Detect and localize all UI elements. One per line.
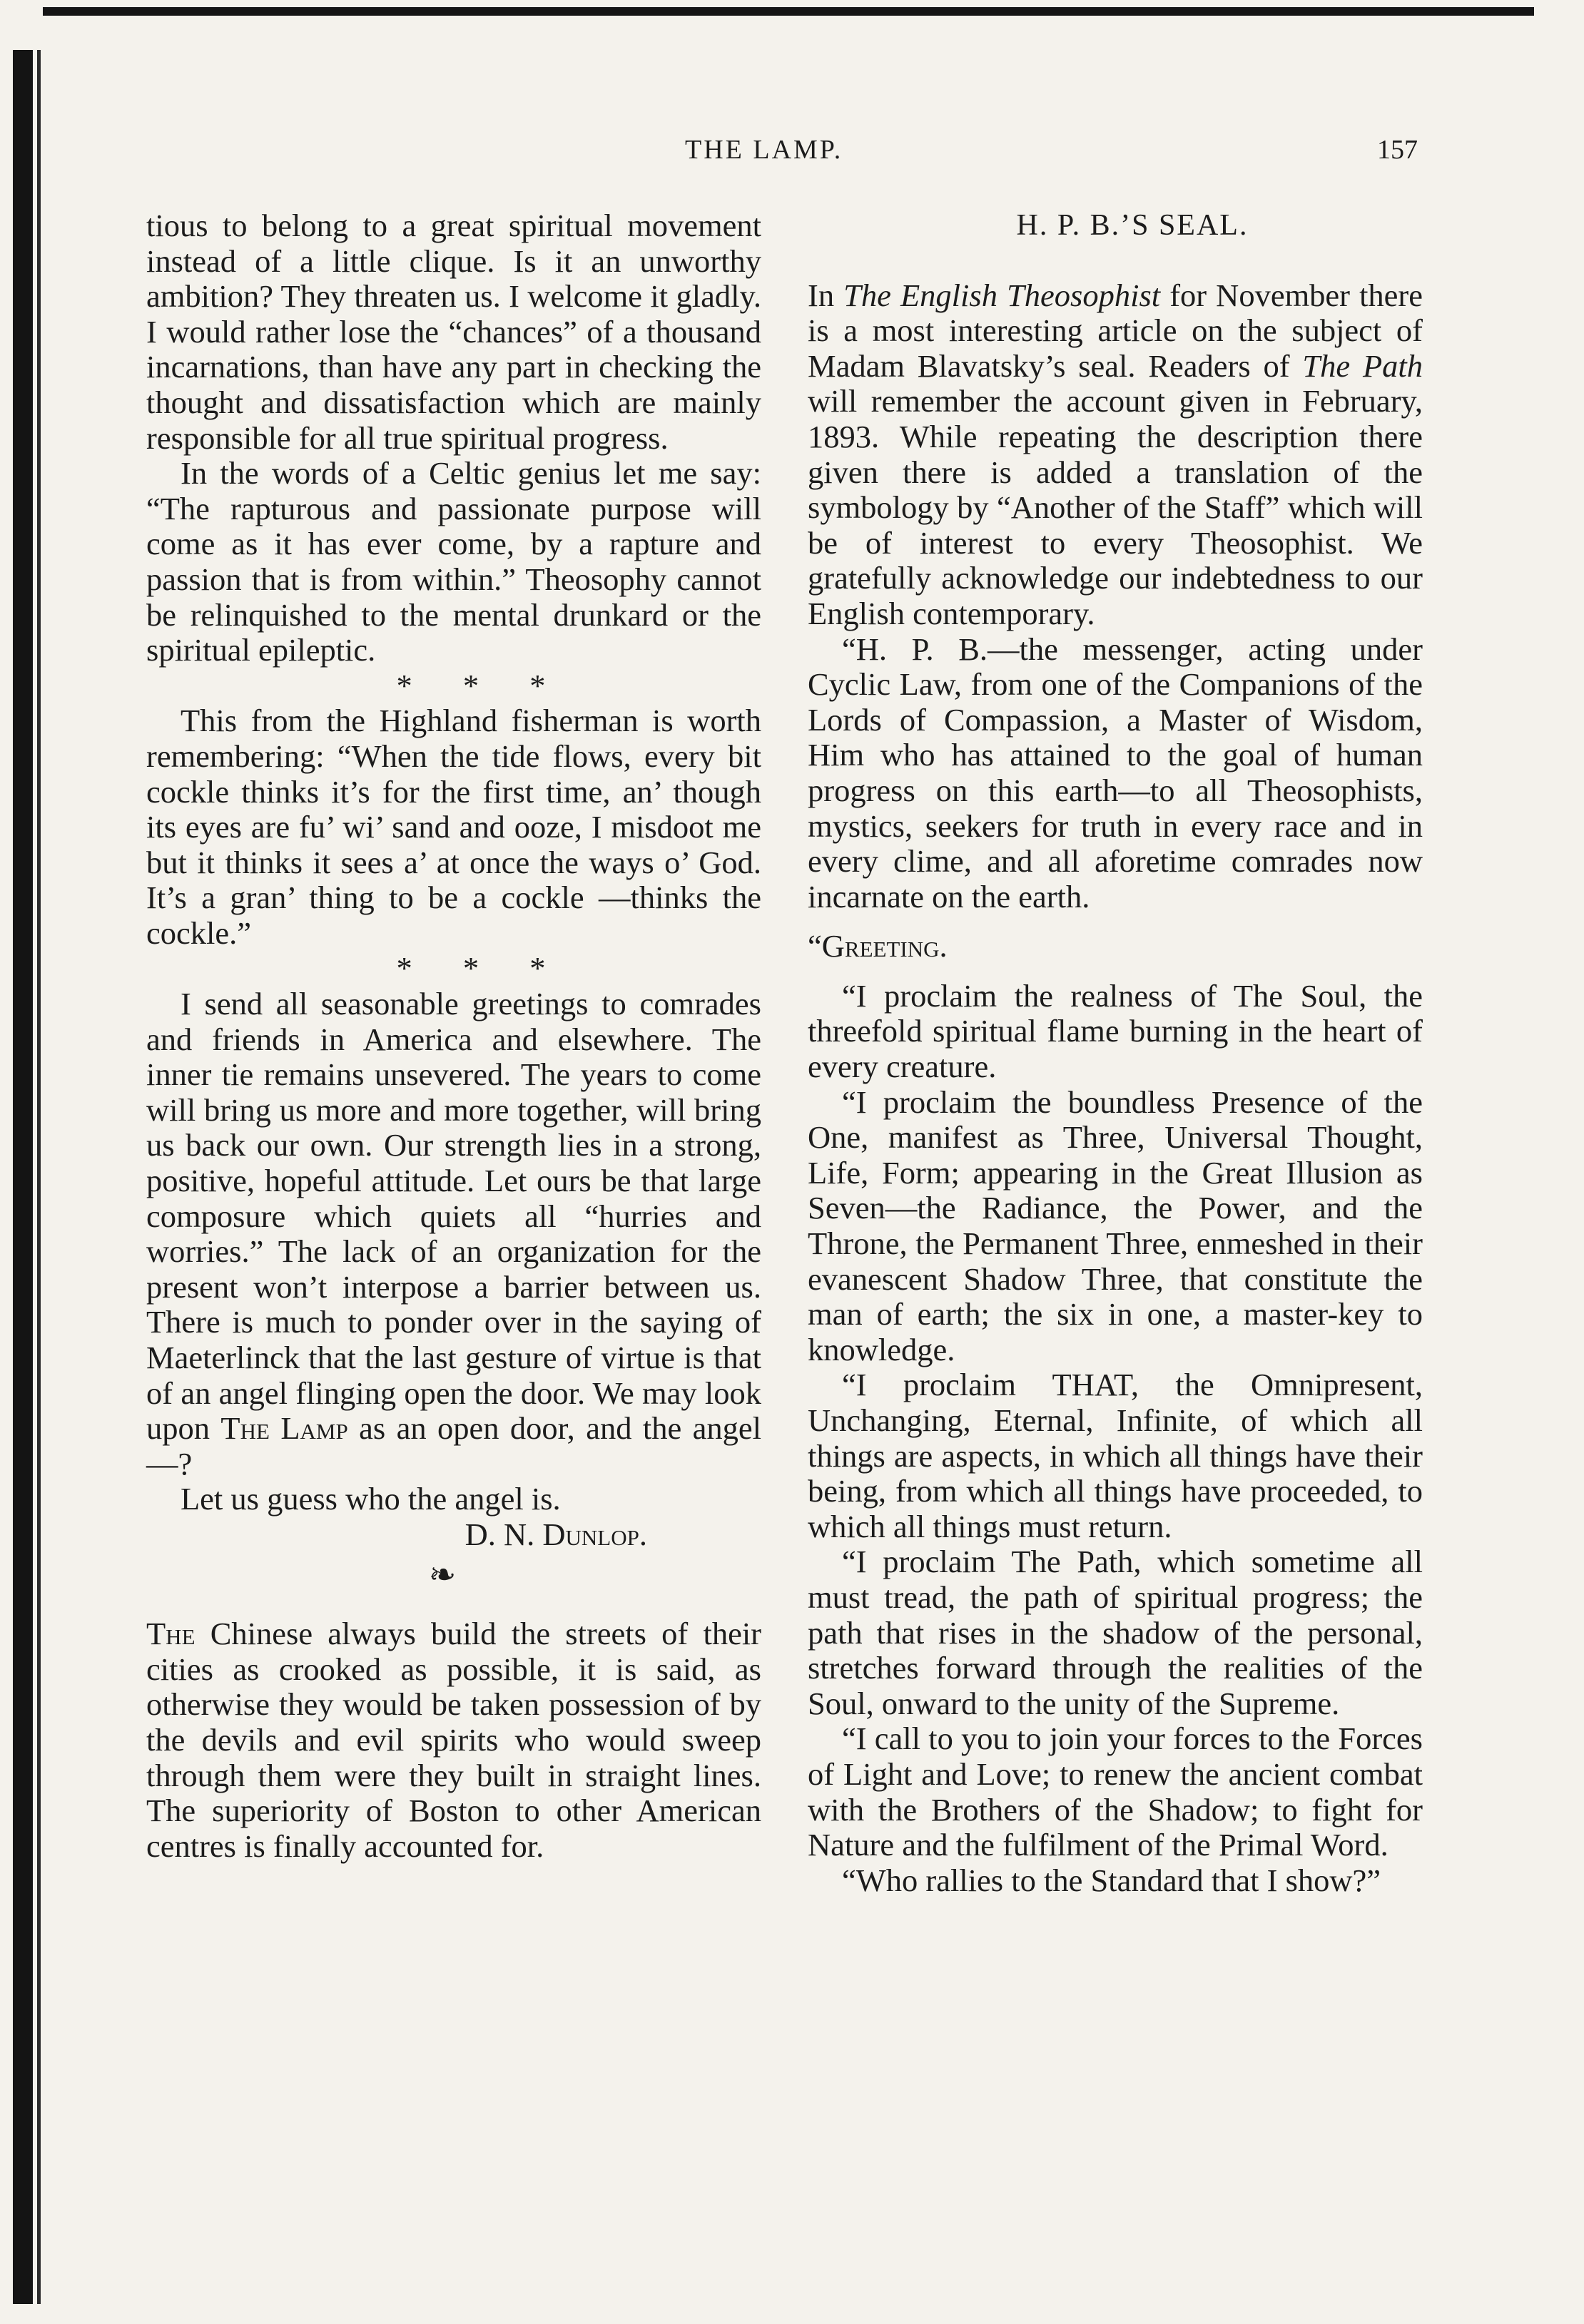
paragraph-text: will remember the account given in February, 1893. While repeating the description there given there is added a translation of the symbology by “Another of the Staff” which will be of interest to every Theosophist. We gratefully acknowledge our indebtedness to our English contemporary. [808, 383, 1423, 631]
paragraph: “H. P. B.—the messenger, acting under Cyclic Law, from one of the Companions of the Lords of Compassion, a Master of Wisdom, Him who has attained to the goal of human progress on this earth—to all Theosophists, mystics, seekers for truth in every race and in every clime, and all aforetime comrades now incarnate on the earth. [808, 631, 1423, 914]
right-column [808, 208, 1423, 1898]
paragraph: This from the Highland fisherman is worth remembering: “When the tide flows, every bit cockle thinks it’s for the first time, an’ though its eyes are fu’ wi’ sand and ooze, I misdoot me but it thinks it sees a’ at once the ways o’ God. It’s a gran’ thing to be a cockle —thinks the cockle.” [146, 703, 761, 951]
lead-word: The [146, 1616, 196, 1652]
ornament-dingbat: ❧ [428, 1556, 457, 1593]
section-separator: * * * [396, 950, 567, 987]
paragraph: tious to belong to a great spiritual movement instead of a little clique. Is it an unworthy ambition? They threaten us. I welcome it gladly. I would rather lose the “chances” of a thousand incarnations, than have any part in checking the thought and dissatisfaction which are mainly responsible for all true spiritual progress. [146, 208, 761, 456]
author-signature: D. N. Dunlop. [464, 1516, 647, 1552]
article-heading: H. P. B.’S SEAL. [1016, 209, 1249, 242]
publication-title: The English Theosophist [843, 277, 1161, 313]
paragraph [146, 1616, 761, 1864]
top-border-rule [43, 7, 1534, 16]
left-border-rule [13, 50, 33, 2304]
paragraph [146, 987, 761, 1482]
publication-title: The Path [1302, 347, 1423, 384]
paragraph: “I proclaim the realness of The Soul, the threefold spiritual flame burning in the heart of every creature. [808, 977, 1423, 1085]
paragraph-text: I send all seasonable greetings to comrades and friends in America and elsewhere. The inner tie remains unsevered. The years to come will bring us more and more together, will bring us back our own. Our strength lies in a strong, positive, hopeful attitude. Let ours be that large composure which quiets all “hurries and worries.” The lack of an organization for the present won’t interpose a barrier between us. There is much to ponder over in the saying of Maeterlinck that the last gesture of virtue is that of an angel flinging open the door. We may look upon [146, 986, 761, 1447]
paragraph: In the words of a Celtic genius let me say: “The rapturous and passionate purpose will come as it has ever come, by a rapture and passion that is from within.” Theosophy cannot be relinquished to the mental drunkard or the spiritual epileptic. [146, 455, 761, 668]
paragraph: “I proclaim the boundless Presence of the One, manifest as Three, Universal Thought, Life, Form; appearing in the Great Illusion as Seven—the Radiance, the Power, and the Throne, the Permanent Three, enmeshed in their evanescent Shadow Three, that constitute the man of earth; the six in one, a master-key to knowledge. [808, 1084, 1423, 1367]
paragraph: “I call to you to join your forces to the Forces of Light and Love; to renew the ancient combat with the Brothers of the Shadow; to fight for Nature and the fulfilment of the Primal Word. [808, 1721, 1423, 1863]
page-number: 157 [1377, 135, 1418, 165]
left-border-rule-inner [37, 50, 41, 2304]
greeting-heading: “Greeting. [808, 928, 948, 964]
paragraph: “I proclaim The Path, which sometime all must tread, the path of spiritual progress; the path that rises in the shadow of the personal, stretches forward through the realities of the Soul, onward to the unity of the Supreme. [808, 1544, 1423, 1721]
left-column [146, 208, 761, 1864]
paragraph-text: for November there is a most interesting article on the subject of Madam Blavatsky’s seal. Readers of [808, 277, 1423, 384]
paragraph: Let us guess who the angel is. [181, 1481, 561, 1517]
paragraph [808, 278, 1423, 632]
running-header: THE LAMP. [685, 135, 843, 165]
journal-name: The Lamp [220, 1410, 348, 1447]
paragraph-text: as an open door, and the angel—? [146, 1410, 762, 1482]
paragraph: “Who rallies to the Standard that I show?” [842, 1862, 1381, 1898]
paragraph-text: In [808, 277, 835, 313]
paragraph-text: Chinese always build the streets of their cities as crooked as possible, it is said, as otherwise they would be taken possession of by the devils and evil spirits who would sweep through them were they built in straight lines. The superiority of Boston to other American centres is finally accounted for. [146, 1616, 762, 1864]
section-separator: * * * [396, 667, 567, 703]
paragraph: “I proclaim THAT, the Omnipresent, Unchanging, Eternal, Infinite, of which all things are aspects, in which all things have their being, from which all things have proceeded, to which all things must return. [808, 1367, 1423, 1544]
